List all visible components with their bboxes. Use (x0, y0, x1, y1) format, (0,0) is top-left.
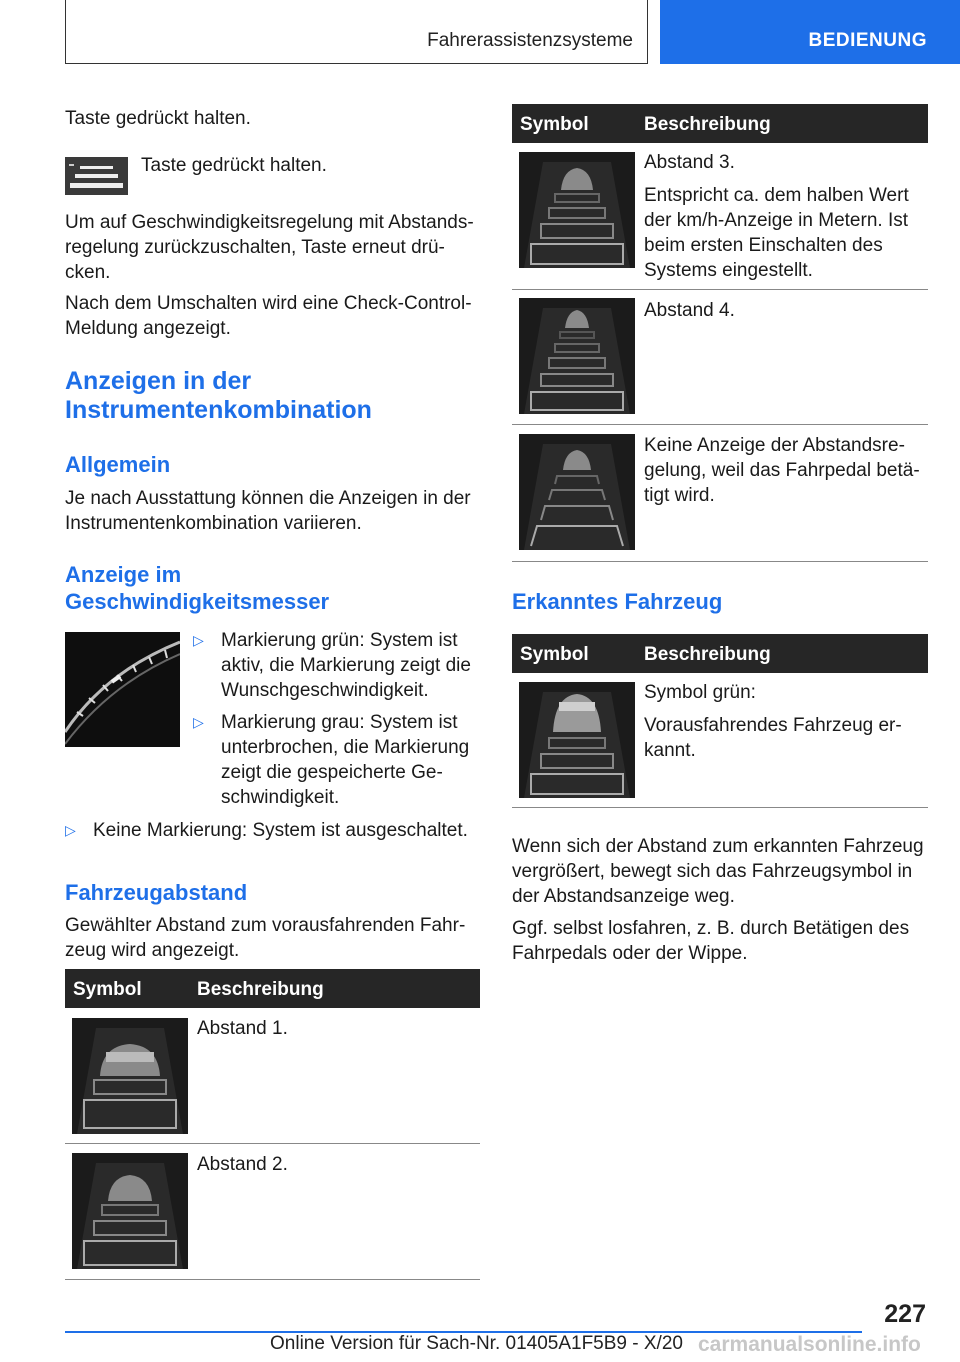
table-header (512, 634, 928, 673)
watermark: carmanualsonline.info (698, 1333, 921, 1356)
section-heading: Anzeigen in der Instrumentenkombination (65, 367, 372, 424)
description-text: Abstand 3. (644, 152, 735, 173)
paragraph: Wenn sich der Abstand zum erkannten Fahrzeug vergrößert, bewegt sich das Fahrzeugsymbol in der Abstandsanzeige weg. (512, 836, 924, 907)
description-text: Keine Anzeige der Abstandsre-gelung, weil das Fahrpedal betä-tigt wird. (644, 435, 920, 506)
icon-caption: Taste gedrückt halten. (141, 155, 327, 176)
description-text: Vorausfahrendes Fahrzeug er-kannt. (644, 715, 902, 761)
table-cell-description (644, 680, 926, 771)
column-header-beschreibung: Beschreibung (644, 644, 771, 665)
row-divider (512, 561, 928, 562)
paragraph: Taste gedrückt halten. (65, 108, 251, 129)
distance-4-icon (519, 298, 635, 414)
distance-1-icon (72, 1018, 188, 1134)
page-number: 227 (884, 1300, 926, 1328)
column-header-symbol: Symbol (73, 979, 142, 1000)
description-text: Abstand 2. (197, 1154, 288, 1175)
detected-vehicle-icon (519, 682, 635, 798)
row-divider (512, 424, 928, 425)
row-divider (65, 1279, 480, 1280)
list-item (65, 818, 485, 848)
speedometer-icon (65, 632, 180, 747)
list-item-text: Keine Markierung: System ist ausgeschaltet. (93, 820, 468, 841)
paragraph: Ggf. selbst losfahren, z. B. durch Betätigen des Fahrpedals oder der Wippe. (512, 918, 910, 964)
list-item-text: Markierung grün: System ist aktiv, die Markierung zeigt die Wunschgeschwindigkeit. (221, 630, 471, 701)
table-header (65, 969, 480, 1008)
header-frame (65, 0, 648, 64)
description-text: Entspricht ca. dem halben Wert der km/h-Anzeige in Metern. Ist beim ersten Einschalten des Systems eingestellt. (644, 185, 909, 281)
table-cell-description (644, 433, 926, 516)
column-header-beschreibung: Beschreibung (197, 979, 324, 1000)
column-header-beschreibung: Beschreibung (644, 114, 771, 135)
description-text: Abstand 4. (644, 300, 735, 321)
subheading-erkanntes-fahrzeug: Erkanntes Fahrzeug (512, 589, 723, 614)
header-chapter-tab (660, 0, 960, 64)
list-item (193, 710, 483, 810)
paragraph: Gewählter Abstand zum vorausfahrenden Fahr-zeug wird angezeigt. (65, 915, 466, 961)
paragraph: Je nach Ausstattung können die Anzeigen in der Instrumentenkombination variieren. (65, 488, 471, 534)
bullet-triangle-icon: ▷ (65, 822, 76, 838)
table-cell-description (197, 1152, 477, 1185)
subheading-anzeige: Anzeige im Geschwindigkeitsmesser (65, 562, 330, 614)
subheading-allgemein: Allgemein (65, 452, 171, 477)
column-header-symbol: Symbol (520, 644, 589, 665)
table-cell-description (197, 1016, 477, 1049)
list-item-text: Markierung grau: System ist unterbrochen, die Markierung zeigt die gespeicherte Ge-schwindigkeit. (221, 712, 470, 808)
footer-online-version: Online Version für Sach-Nr. 01405A1F5B9 - X/20 (270, 1333, 683, 1354)
paragraph: Um auf Geschwindigkeitsregelung mit Abstands-regelung zurückzuschalten, Taste erneut drü-cken. (65, 212, 474, 283)
bullet-triangle-icon: ▷ (193, 632, 204, 648)
distance-pedal-icon (519, 434, 635, 550)
header-section-title: Fahrerassistenzsysteme (427, 30, 633, 51)
row-divider (512, 289, 928, 290)
distance-3-icon (519, 152, 635, 268)
table-cell-description (644, 298, 926, 331)
subheading-fahrzeugabstand: Fahrzeugabstand (65, 880, 248, 905)
bullet-triangle-icon: ▷ (193, 714, 204, 730)
list-item (193, 628, 483, 708)
paragraph: Nach dem Umschalten wird eine Check-Control-Meldung angezeigt. (65, 293, 472, 339)
header-chapter-label: BEDIENUNG (808, 30, 927, 51)
column-header-symbol: Symbol (520, 114, 589, 135)
description-text: Abstand 1. (197, 1018, 288, 1039)
row-divider (512, 807, 928, 808)
distance-button-icon (65, 157, 128, 195)
row-divider (65, 1143, 480, 1144)
table-header (512, 104, 928, 143)
distance-2-icon (72, 1153, 188, 1269)
table-cell-description (644, 150, 926, 291)
description-text: Symbol grün: (644, 682, 756, 703)
